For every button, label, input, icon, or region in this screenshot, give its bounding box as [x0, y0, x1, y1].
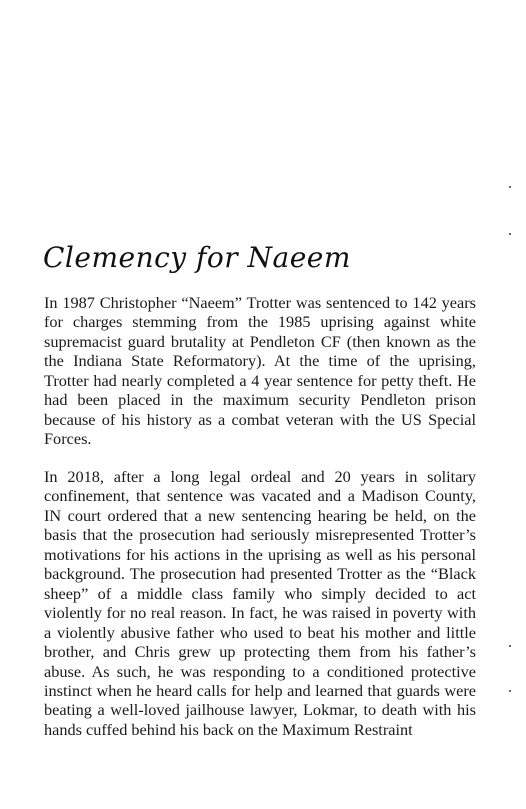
paragraph-1: In 1987 Christopher “Naeem” Trotter was sentenced to 142 years for charges stemming from the 1985 uprising against white supremacist guard brutality at Pendleton CF (then known as the the Indiana State Reformatory). At the time of the uprising, Trotter had nearly completed a 4 year sentence for petty theft. He had been placed in the maximum security Pendleton prison because of his history as a combat veteran with the US Special Forces.: [44, 293, 476, 449]
margin-mark: [509, 233, 511, 235]
paragraph-2: In 2018, after a long legal ordeal and 20 years in solitary confinement, that sentence was vacated and a Madison County, IN court ordered that a new sentencing hearing be held, on the basis that the prosecution had seriously misrepresented Trotter’s motivations for his actions in the uprising as well as his personal background. The prosecution had presented Trotter as the “Black sheep” of a middle class family who simply decided to act violently for no real reason. In fact, he was raised in poverty with a violently abusive father who used to beat his mother and little brother, and Chris grew up protecting them from his father’s abuse. As such, he was responding to a conditioned protective instinct when he heard calls for help and learned that guards were beating a well-loved jailhouse lawyer, Lokmar, to death with his hands cuffed behind his back on the Maximum Restraint: [44, 467, 476, 739]
document-title: Clemency for Naeem: [43, 241, 351, 274]
margin-mark: [509, 186, 511, 188]
margin-mark: [509, 690, 511, 692]
margin-mark: [509, 645, 511, 647]
